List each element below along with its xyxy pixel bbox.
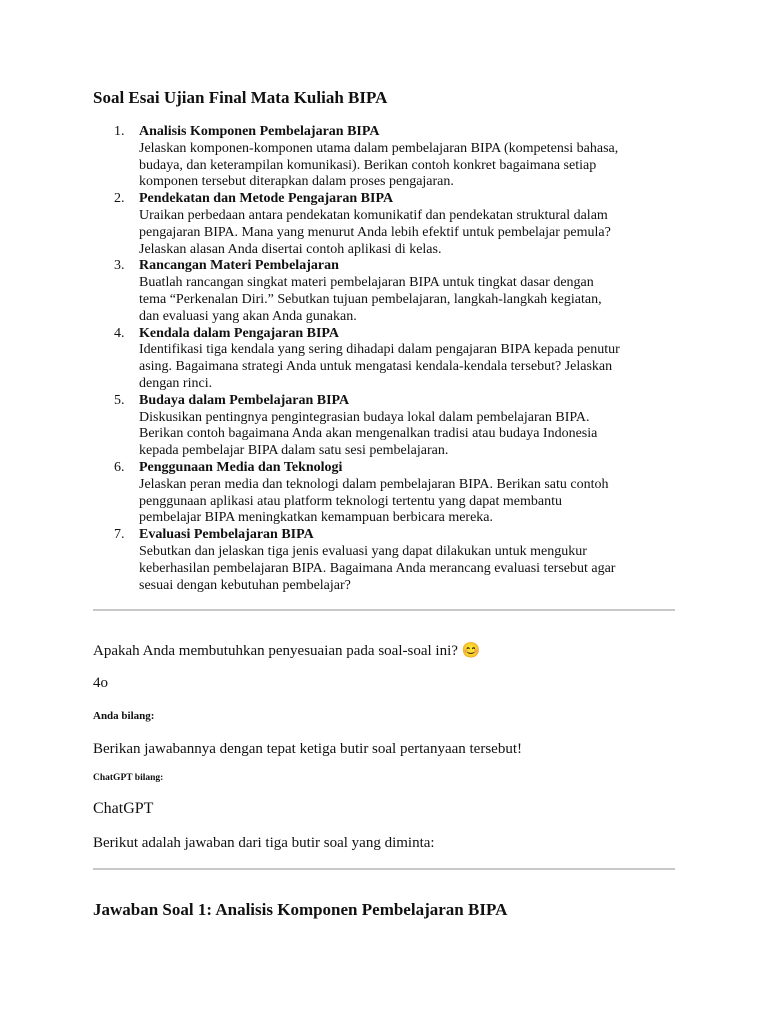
question-heading: Kendala dalam Pengajaran BIPA: [139, 325, 340, 341]
question-list: [93, 124, 683, 594]
question-item: [93, 191, 683, 258]
question-heading: Penggunaan Media dan Teknologi: [139, 459, 343, 475]
question-line: Sebutkan dan jelaskan tiga jenis evaluasi yang dapat dilakukan untuk mengukur: [139, 543, 587, 559]
question-number: 3.: [114, 258, 125, 274]
question-line: Jelaskan peran media dan teknologi dalam pembelajaran BIPA. Berikan satu contoh: [139, 476, 609, 492]
question-item: [93, 124, 683, 191]
question-line: kepada pembelajar BIPA dalam satu sesi pembelajaran.: [139, 443, 449, 459]
horizontal-divider: [93, 868, 675, 870]
question-line: tema “Perkenalan Diri.” Sebutkan tujuan pembelajaran, langkah-langkah kegiatan,: [139, 291, 602, 307]
document-title: Soal Esai Ujian Final Mata Kuliah BIPA: [93, 88, 388, 107]
question-item: [93, 393, 683, 460]
question-line: budaya, dan keterampilan komunikasi). Berikan contoh konkret bagaimana setiap: [139, 157, 597, 173]
question-line: Berikan contoh bagaimana Anda akan mengenalkan tradisi atau budaya Indonesia: [139, 426, 598, 442]
question-item: [93, 326, 683, 393]
question-line: dengan rinci.: [139, 375, 213, 391]
question-line: Diskusikan pentingnya pengintegrasian budaya lokal dalam pembelajaran BIPA.: [139, 409, 590, 425]
question-number: 2.: [114, 191, 125, 207]
question-line: keberhasilan pembelajaran BIPA. Bagaimana Anda merancang evaluasi tersebut agar: [139, 560, 616, 576]
question-line: penggunaan aplikasi atau platform teknologi tertentu yang dapat membantu: [139, 493, 562, 509]
question-line: asing. Bagaimana strategi Anda untuk mengatasi kendala-kendala tersebut? Jelaskan: [139, 359, 613, 375]
question-item: [93, 527, 683, 594]
model-label: 4o: [93, 675, 108, 691]
question-number: 6.: [114, 459, 125, 475]
question-heading: Analisis Komponen Pembelajaran BIPA: [139, 124, 380, 139]
bot-label: ChatGPT bilang:: [93, 773, 164, 783]
question-line: Identifikasi tiga kendala yang sering dihadapi dalam pengajaran BIPA kepada penutur: [139, 342, 620, 358]
question-line: pembelajar BIPA meningkatkan kemampuan berbicara mereka.: [139, 510, 494, 526]
question-item: [93, 460, 683, 527]
question-heading: Rancangan Materi Pembelajaran: [139, 258, 339, 274]
question-heading: Evaluasi Pembelajaran BIPA: [139, 527, 314, 543]
bot-intro-text: Berikut adalah jawaban dari tiga butir soal yang diminta:: [93, 835, 435, 851]
question-line: pengajaran BIPA. Mana yang menurut Anda lebih efektif untuk pembelajar pemula?: [139, 224, 611, 240]
horizontal-divider: [93, 609, 675, 611]
user-message: Berikan jawabannya dengan tepat ketiga butir soal pertanyaan tersebut!: [93, 741, 522, 757]
question-line: Uraikan perbedaan antara pendekatan komunikatif dan pendekatan struktural dalam: [139, 207, 608, 223]
user-label: Anda bilang:: [93, 710, 155, 722]
adjust-question-text: Apakah Anda membutuhkan penyesuaian pada soal-soal ini? 😊: [93, 643, 481, 659]
question-line: Buatlah rancangan singkat materi pembelajaran BIPA untuk tingkat dasar dengan: [139, 275, 594, 291]
question-line: Jelaskan komponen-komponen utama dalam pembelajaran BIPA (kompetensi bahasa,: [139, 140, 619, 156]
question-line: Jelaskan alasan Anda disertai contoh aplikasi di kelas.: [139, 241, 442, 257]
question-line: komponen tersebut diterapkan dalam proses pengajaran.: [139, 174, 454, 190]
question-number: 1.: [114, 124, 125, 139]
question-number: 5.: [114, 392, 125, 408]
question-heading: Budaya dalam Pembelajaran BIPA: [139, 392, 350, 408]
question-heading: Pendekatan dan Metode Pengajaran BIPA: [139, 191, 394, 207]
question-number: 7.: [114, 527, 125, 543]
question-number: 4.: [114, 325, 125, 341]
question-line: sesuai dengan kebutuhan pembelajar?: [139, 577, 351, 593]
bot-name: ChatGPT: [93, 800, 154, 817]
question-line: dan evaluasi yang akan Anda gunakan.: [139, 308, 357, 324]
question-item: [93, 258, 683, 325]
answer-title: Jawaban Soal 1: Analisis Komponen Pembelajaran BIPA: [93, 900, 508, 919]
